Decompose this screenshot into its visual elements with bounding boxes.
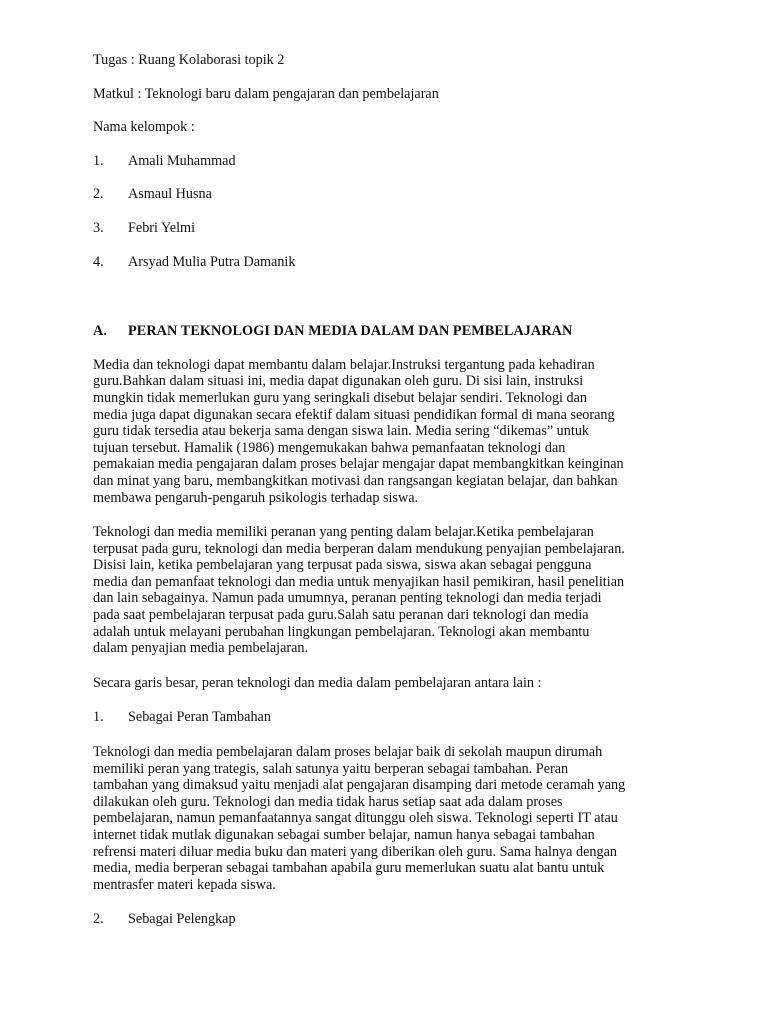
paragraph-line: Media dan teknologi dapat membantu dalam belajar.Instruksi tergantung pada kehadiran	[93, 356, 595, 373]
paragraph-media-teknologi	[93, 357, 694, 506]
paragraph-line: terpusat pada guru, teknologi dan media berperan dalam mendukung penyajian pembelajaran.	[93, 540, 625, 557]
member-name: Arsyad Mulia Putra Damanik	[128, 253, 296, 270]
member-item	[93, 186, 694, 203]
paragraph-line: media juga dapat digunakan secara efektif dalam situasi pendidikan formal di mana seorang	[93, 406, 615, 423]
member-name: Febri Yelmi	[128, 219, 196, 236]
group-label: Nama kelompok :	[93, 119, 195, 136]
paragraph-line: dilakukan oleh guru. Teknologi dan media tidak harus setiap saat ada dalam proses	[93, 793, 563, 810]
paragraph-line: mungkin tidak memerlukan guru yang seringkali disebut belajar sendiri. Teknologi dan	[93, 389, 588, 406]
paragraph-peranan	[93, 524, 694, 657]
member-list	[93, 153, 694, 270]
section-letter: A.	[93, 323, 107, 340]
member-item	[93, 153, 694, 170]
subsection-number: 2.	[93, 911, 104, 928]
member-name: Amali Muhammad	[128, 152, 236, 169]
paragraph-line: Teknologi dan media pembelajaran dalam proses belajar baik di sekolah maupun dirumah	[93, 744, 603, 761]
section-heading	[93, 323, 694, 340]
subsection-title: Sebagai Pelengkap	[128, 911, 236, 928]
paragraph-line: tambahan yang dimaksud yaitu menjadi alat pengajaran disamping dari metode ceramah yang	[93, 777, 626, 794]
member-number: 1.	[93, 152, 104, 169]
paragraph-line: adalah untuk melayani perubahan lingkungan pembelajaran. Teknologi akan membantu	[93, 623, 590, 640]
paragraph-line: membawa pengaruh-pengaruh psikologis terhadap siswa.	[93, 489, 419, 506]
member-number: 3.	[93, 219, 104, 236]
paragraph-line: Teknologi dan media memiliki peranan yang penting dalam belajar.Ketika pembelajaran	[93, 524, 594, 541]
intro-line: Secara garis besar, peran teknologi dan media dalam pembelajaran antara lain :	[93, 674, 542, 691]
paragraph-line: dan lain sebagainya. Namun pada umumnya, peranan penting teknologi dan media terjadi	[93, 590, 602, 607]
paragraph-line: internet tidak mutlak digunakan sebagai sumber belajar, namun hanya sebagai tambahan	[93, 827, 595, 843]
paragraph-line: guru.Bahkan dalam situasi ini, media dapat digunakan oleh guru. Di sisi lain, instruksi	[93, 373, 584, 390]
member-number: 2.	[93, 186, 104, 203]
subsection-title: Sebagai Peran Tambahan	[128, 709, 271, 726]
paragraph-line: guru tidak tersedia atau bekerja sama dengan siswa lain. Media sering “dikemas” untuk	[93, 423, 590, 440]
paragraph-line: memiliki peran yang trategis, salah satunya yaitu berperan sebagai tambahan. Peran	[93, 760, 569, 777]
member-number: 4.	[93, 253, 104, 270]
paragraph-peran-tambahan	[93, 744, 694, 893]
paragraph-line: refrensi materi diluar media buku dan materi yang diberikan oleh guru. Sama halnya dengan	[93, 843, 617, 860]
member-name: Asmaul Husna	[128, 186, 212, 203]
paragraph-line: media dan pemanfaat teknologi dan media untuk menyajikan hasil pemikiran, hasil penelitian	[93, 573, 625, 590]
subsection-heading	[93, 709, 694, 726]
paragraph-line: media, media berperan sebagai tambahan apabila guru memerlukan suatu alat bantu untuk	[93, 860, 605, 877]
paragraph-line: dalam penyajian media pembelajaran.	[93, 640, 309, 657]
section-title: PERAN TEKNOLOGI DAN MEDIA DALAM DAN PEMBELAJARAN	[128, 323, 573, 340]
paragraph-line: dan minat yang baru, membangkitkan motivasi dan rangsangan kegiatan belajar, dan bahkan	[93, 472, 618, 489]
paragraph-line: pemakaian media pengajaran dalam proses belajar mengajar dapat membangkitkan keinginan	[93, 456, 624, 473]
paragraph-line: tujuan tersebut. Hamalik (1986) mengemukakan bahwa pemanfaatan teknologi dan	[93, 439, 566, 456]
paragraph-line: pembelajaran, namun pemanfaatannya sangat ditunggu oleh siswa. Teknologi seperti IT atau	[93, 810, 618, 827]
paragraph-line: Disisi lain, ketika pembelajaran yang terpusat pada siswa, siswa akan sebagai pengguna	[93, 557, 592, 574]
paragraph-line: pada saat pembelajaran terpusat pada guru.Salah satu peranan dari teknologi dan media	[93, 607, 589, 624]
member-item	[93, 220, 694, 237]
subsection-number: 1.	[93, 709, 104, 726]
member-item	[93, 254, 694, 271]
course-line: Matkul : Teknologi baru dalam pengajaran dan pembelajaran	[93, 85, 439, 102]
paragraph-line: mentrasfer materi kepada siswa.	[93, 876, 276, 893]
assignment-line: Tugas : Ruang Kolaborasi topik 2	[93, 52, 285, 68]
subsection-heading	[93, 911, 694, 928]
